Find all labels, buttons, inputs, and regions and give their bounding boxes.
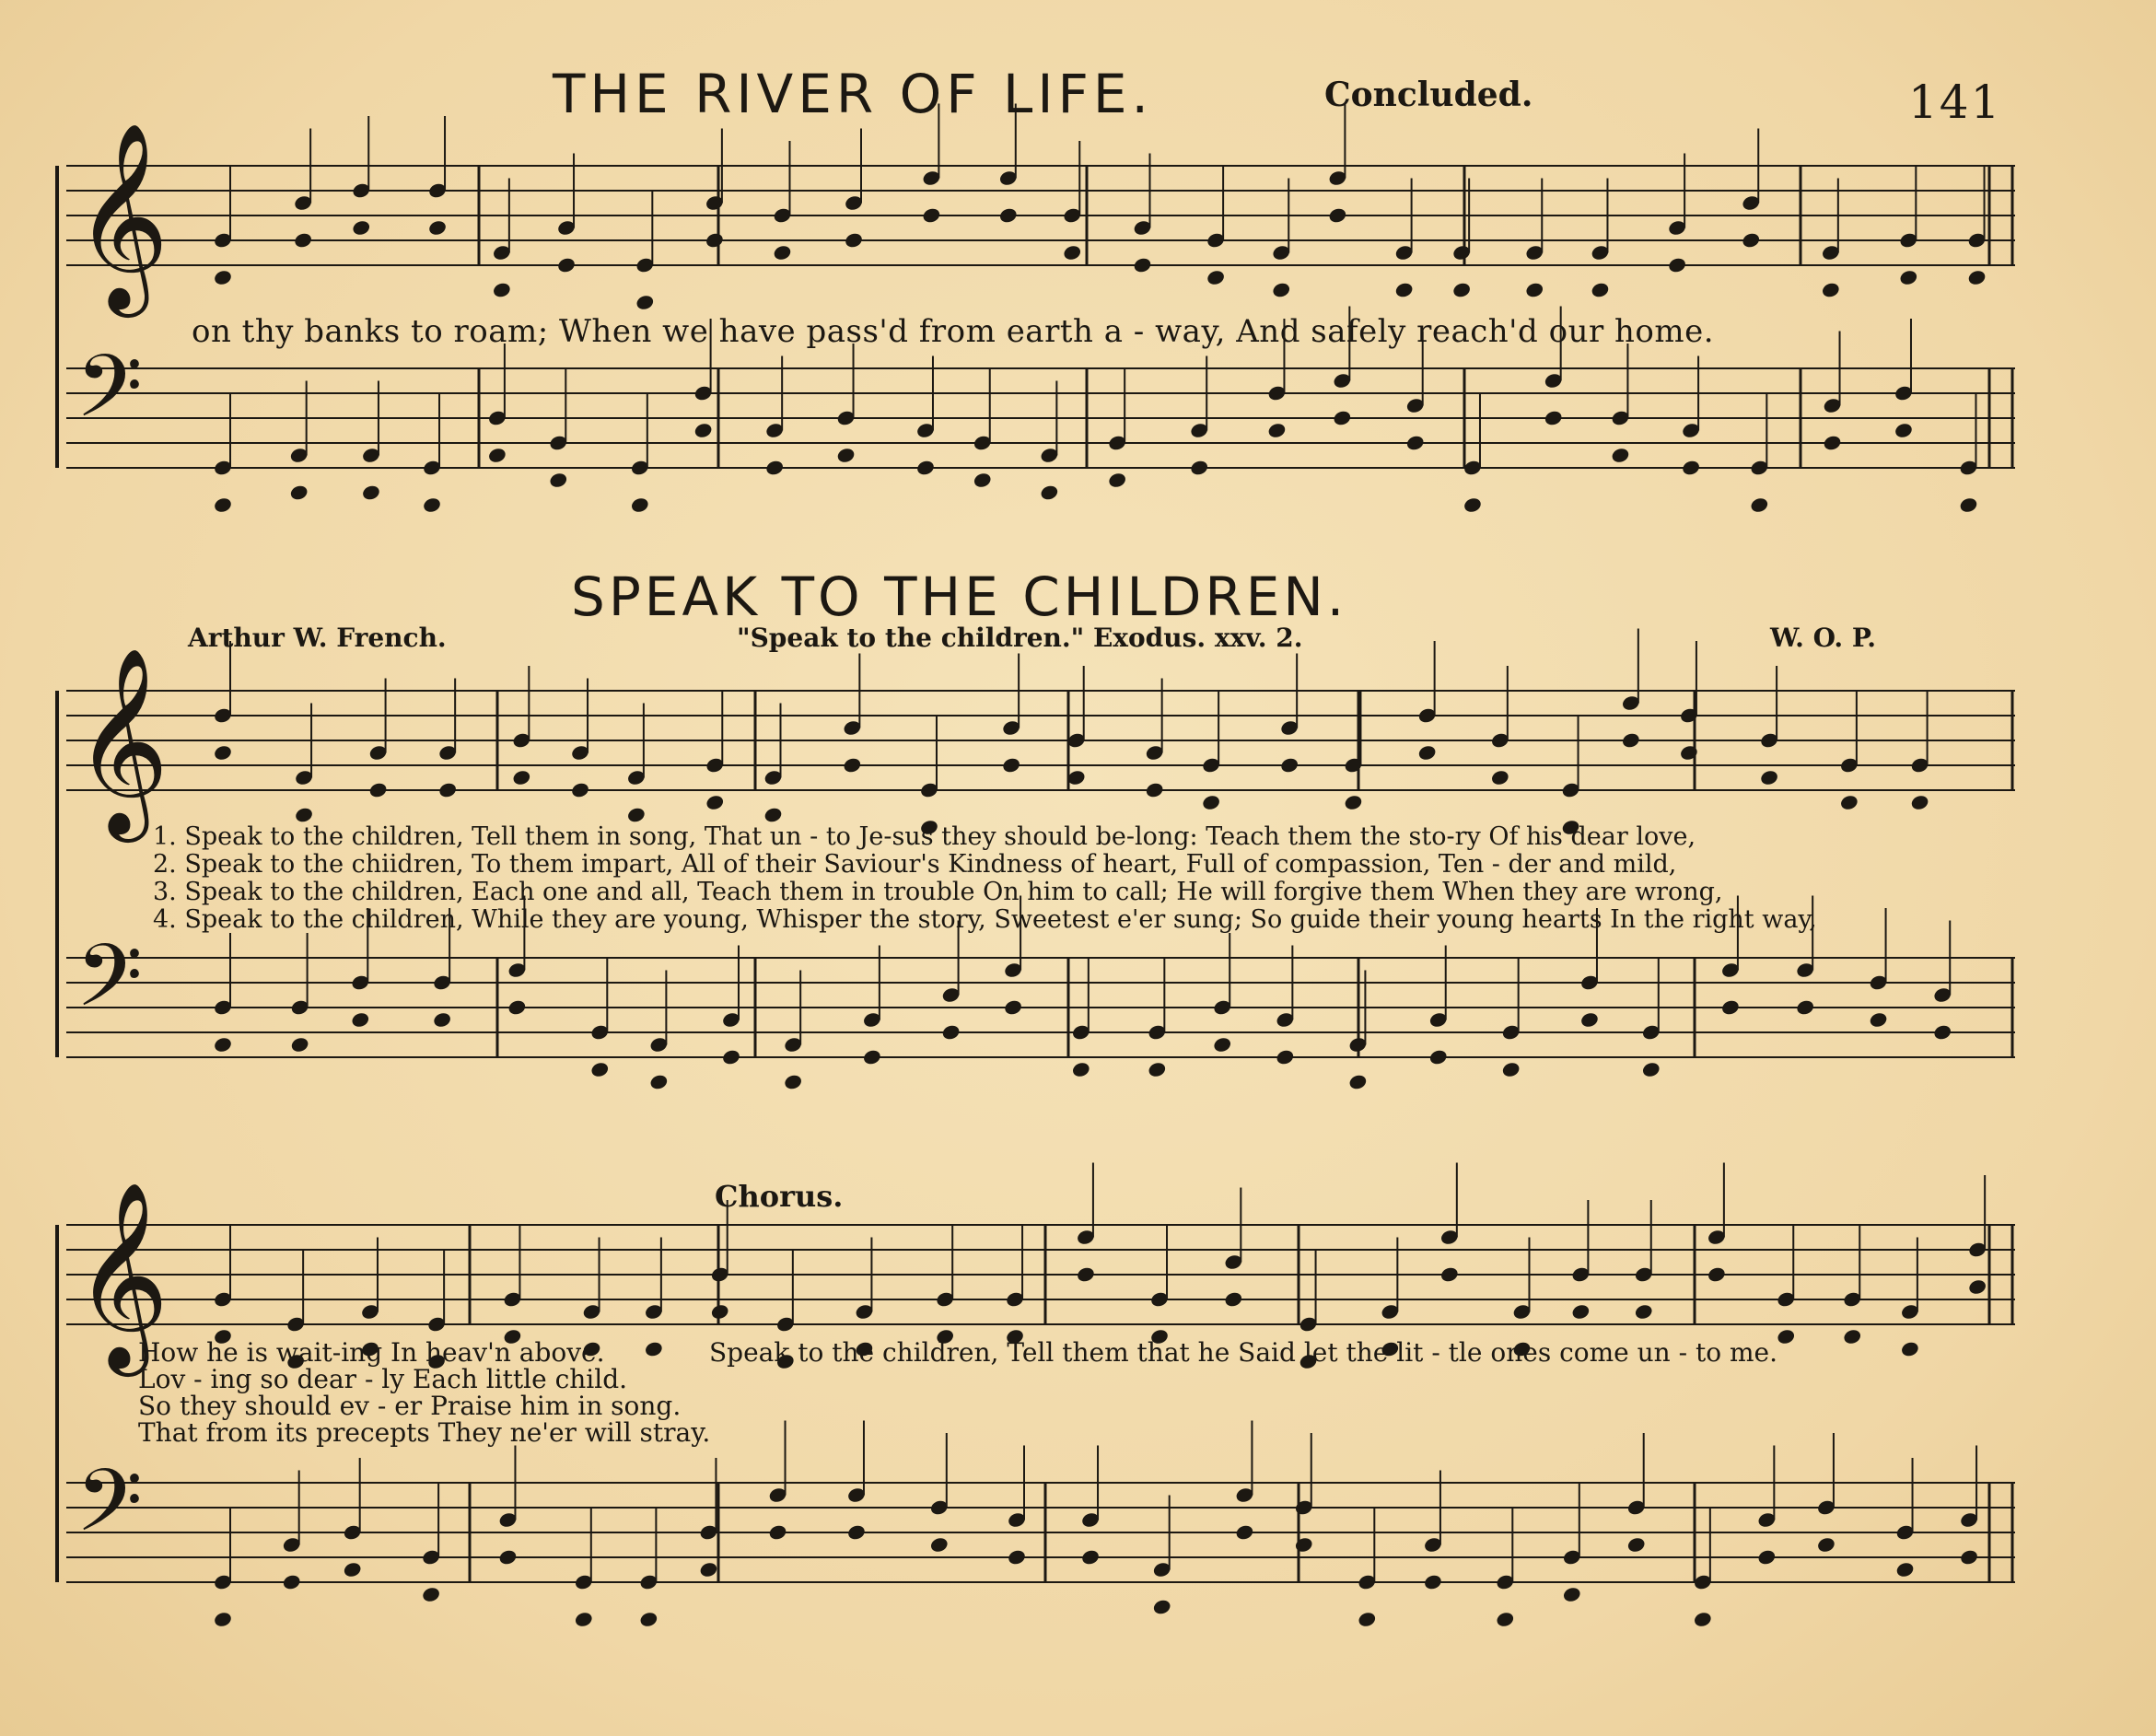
- river-system-bass-notehead: [836, 447, 857, 464]
- running-subtitle: Concluded.: [1324, 76, 1533, 114]
- river-system-treble-notehead: [293, 231, 313, 249]
- river-system-bass-notehead: [422, 496, 442, 514]
- river-lyric-line: on thy banks to roam; When we have pass'd from earth a - way, And safely reach'd our home.: [192, 313, 1715, 350]
- river-system-treble-notehead: [1328, 206, 1348, 224]
- verse-system-bass-notehead: [1147, 1061, 1167, 1078]
- river-system-treble-notehead: [1524, 281, 1544, 298]
- chorus-system-bass-notehead: [421, 1586, 441, 1603]
- river-system-bass-notehead: [764, 459, 785, 476]
- scripture-reference: "Speak to the children." Exodus. xxv. 2.: [737, 623, 1303, 653]
- chorus-system-treble-notehead: [1571, 1303, 1591, 1321]
- chorus-label: Chorus.: [715, 1179, 844, 1214]
- verse-system-treble-notehead: [1279, 756, 1299, 774]
- river-system-treble-notehead: [1741, 231, 1761, 249]
- verse-system-bass-notehead: [1212, 1036, 1232, 1054]
- river-system-bass-notehead: [548, 472, 568, 489]
- chorus-system-bass-notehead: [1626, 1536, 1647, 1554]
- verse-system-bass-notehead: [507, 998, 528, 1016]
- verse-system-treble-notehead: [626, 806, 647, 823]
- river-system-treble-notehead: [1821, 281, 1841, 298]
- river-system-bass-notehead: [361, 484, 381, 501]
- river-system-treble-notehead: [351, 219, 371, 237]
- verse-system-bass-notehead: [1003, 998, 1023, 1016]
- verse-system-treble-notehead: [1145, 781, 1165, 798]
- chorus-system-bass-notehead: [574, 1611, 594, 1628]
- verse-system-treble-notehead: [1839, 794, 1859, 811]
- river-system-treble-notehead: [1667, 256, 1687, 274]
- verse-system-bass-notehead: [721, 1048, 741, 1066]
- verse-system-treble-notehead: [1001, 756, 1021, 774]
- river-system-bass-notehead: [1267, 422, 1288, 439]
- verse-system-bass-notehead: [432, 1011, 452, 1029]
- verse-system-treble-notehead: [842, 756, 862, 774]
- chorus-system-bass-notehead: [1895, 1561, 1916, 1579]
- river-system-bass-notehead: [1681, 459, 1701, 476]
- river-system-bass-notehead: [1749, 496, 1769, 514]
- chorus-system-bass-notehead: [213, 1611, 233, 1628]
- river-system-bass-notehead: [487, 447, 507, 464]
- river-system-treble-notehead: [1271, 281, 1291, 298]
- river-system-treble-notehead: [1451, 281, 1472, 298]
- song-title: SPEAK TO THE CHILDREN.: [571, 565, 1348, 628]
- author-credit: W. O. P.: [1770, 623, 1876, 653]
- verse-system-bass-notehead: [1579, 1011, 1600, 1029]
- chorus-system-treble-notehead: [1842, 1328, 1862, 1346]
- chorus-system-bass-notehead: [1423, 1573, 1443, 1590]
- river-system-bass-notehead: [1463, 496, 1483, 514]
- verse-system-treble-notehead: [437, 781, 458, 798]
- river-system-bass-notehead: [1040, 484, 1060, 501]
- river-system-treble-notehead: [213, 269, 233, 286]
- chorus-system-bass-notehead: [1495, 1611, 1515, 1628]
- chorus-system-treble-clef: 𝄞: [74, 1181, 169, 1369]
- river-system-treble-notehead: [427, 219, 448, 237]
- verse-system-bass-notehead: [1348, 1073, 1369, 1090]
- chorus-system-bass-notehead: [929, 1536, 950, 1554]
- river-system-bass-notehead: [693, 422, 714, 439]
- river-system-treble-notehead: [556, 256, 577, 274]
- river-system-bass-notehead: [1189, 459, 1209, 476]
- chorus-system-bass-notehead: [1756, 1548, 1777, 1566]
- river-system-treble-notehead: [492, 281, 512, 298]
- verse-system-bass-notehead: [1869, 1011, 1889, 1029]
- verse-system-bass-notehead: [1641, 1061, 1661, 1078]
- verse-system-bass-notehead: [1501, 1061, 1521, 1078]
- chorus-system-bass-notehead: [1693, 1611, 1713, 1628]
- verse-system-bass-clef: 𝄢: [76, 926, 143, 1048]
- chorus-system-bass-notehead: [1007, 1548, 1027, 1566]
- river-system-bass-notehead: [973, 472, 993, 489]
- river-system-treble-notehead: [1967, 269, 1987, 286]
- river-system-treble-notehead: [1591, 281, 1611, 298]
- river-system-bass-notehead: [1544, 409, 1564, 426]
- river-system-treble-notehead: [705, 231, 725, 249]
- page-number: 141: [1908, 76, 2002, 129]
- chorus-system-treble-notehead: [710, 1303, 730, 1321]
- chorus-system-treble-notehead: [1439, 1265, 1460, 1283]
- verse-system-treble-notehead: [1621, 731, 1641, 749]
- river-system-bass-notehead: [289, 484, 309, 501]
- verse-system-treble-clef: 𝄞: [74, 647, 169, 834]
- river-system-bass-notehead: [915, 459, 936, 476]
- verse-system-treble-notehead: [763, 806, 784, 823]
- chorus-system-bass-notehead: [1357, 1611, 1377, 1628]
- verse-system-treble-notehead: [1759, 769, 1779, 786]
- chorus-system-bass-notehead: [1080, 1548, 1101, 1566]
- river-system-treble-notehead: [1394, 281, 1415, 298]
- verse-ending-3: So they should ev - er Praise him in song.: [138, 1391, 682, 1421]
- verse-system-bass-notehead: [589, 1061, 610, 1078]
- river-system-treble-notehead: [1133, 256, 1153, 274]
- verse-system-treble-notehead: [705, 794, 725, 811]
- verse-system-treble-notehead: [1417, 744, 1438, 762]
- verse-ending-2: Lov - ing so dear - ly Each little child.: [138, 1364, 628, 1394]
- chorus-system-bass-notehead: [639, 1611, 659, 1628]
- river-system-treble-notehead: [1206, 269, 1226, 286]
- river-system-treble-notehead: [635, 294, 655, 311]
- river-system-bass-notehead: [630, 496, 650, 514]
- chorus-system-bass-notehead: [498, 1548, 519, 1566]
- chorus-system-treble-notehead: [1634, 1303, 1654, 1321]
- verse-system-treble-notehead: [294, 806, 314, 823]
- river-system-bass-notehead: [1611, 447, 1631, 464]
- chorus-system-bass-notehead: [1152, 1598, 1172, 1615]
- river-system-treble-notehead: [1898, 269, 1918, 286]
- chorus-system-bass-notehead: [1959, 1548, 1979, 1566]
- river-system-bass-notehead: [1959, 496, 1979, 514]
- verse-ending-1: How he is wait-ing In heav'n above.: [138, 1337, 605, 1368]
- verse-2: 2. Speak to the chiidren, To them impart, All of their Saviour's Kindness of heart, Full of compassion, Ten - der and mild,: [153, 850, 1677, 879]
- chorus-system-bass-notehead: [1816, 1536, 1836, 1554]
- chorus-system-bass-notehead: [282, 1573, 302, 1590]
- river-system-treble-notehead: [998, 206, 1019, 224]
- verse-system-treble-notehead: [570, 781, 590, 798]
- verse-system-bass-notehead: [290, 1036, 310, 1054]
- verse-system-bass-notehead: [213, 1036, 233, 1054]
- chorus-system-treble-notehead: [1967, 1278, 1987, 1296]
- verse-system-bass-notehead: [350, 1011, 370, 1029]
- verse-system-bass-notehead: [1071, 1061, 1091, 1078]
- chorus-system-treble-notehead: [1076, 1265, 1096, 1283]
- river-system-treble-notehead: [922, 206, 942, 224]
- chorus-system-bass-notehead: [768, 1523, 788, 1541]
- verse-system-treble-notehead: [1201, 794, 1221, 811]
- verse-system-bass-notehead: [862, 1048, 882, 1066]
- river-system-bass-clef: 𝄢: [76, 336, 143, 459]
- verse-system-bass-notehead: [1932, 1023, 1952, 1041]
- verse-system-bass-notehead: [1720, 998, 1741, 1016]
- verse-system-bass-notehead: [1795, 998, 1815, 1016]
- verse-3: 3. Speak to the children, Each one and all, Teach them in trouble On him to call; He will forgive them When they are wrong,: [153, 878, 1723, 906]
- chorus-system-bass-notehead: [1294, 1536, 1314, 1554]
- chorus-system-treble-notehead: [1223, 1290, 1243, 1308]
- chorus-system-treble-notehead: [644, 1340, 664, 1357]
- chorus-system-treble-notehead: [1900, 1340, 1920, 1357]
- river-system-bass-notehead: [1405, 434, 1426, 451]
- chorus-system-bass-notehead: [846, 1523, 867, 1541]
- verse-system-treble-notehead: [511, 769, 531, 786]
- verse-4: 4. Speak to the children, While they are young, Whisper the story, Sweetest e'er sung; So guide their young hearts In the right way,: [153, 905, 1817, 934]
- chorus-text: Speak to the children, Tell them that he Said let the lit - tle ones come un - to me.: [709, 1337, 1778, 1368]
- chorus-system-bass-notehead: [699, 1561, 719, 1579]
- chorus-system-bass-clef: 𝄢: [76, 1451, 143, 1573]
- river-system-treble-notehead: [773, 244, 793, 262]
- verse-system-bass-notehead: [1428, 1048, 1449, 1066]
- river-system-treble-notehead: [844, 231, 864, 249]
- verse-system-bass-notehead: [941, 1023, 961, 1041]
- river-system-treble-notehead: [1062, 244, 1082, 262]
- river-system-bass-notehead: [1823, 434, 1843, 451]
- verse-system-treble-notehead: [1679, 744, 1699, 762]
- chorus-system-bass-notehead: [1235, 1523, 1255, 1541]
- river-system-treble-clef: 𝄞: [74, 122, 169, 309]
- verse-system-bass-notehead: [649, 1073, 670, 1090]
- verse-1: 1. Speak to the children, Tell them in song, That un - to Je-sus they should be-long: Teach them the sto-ry Of his dear love,: [153, 822, 1696, 851]
- verse-system-treble-notehead: [1344, 794, 1364, 811]
- chorus-system-bass-notehead: [1562, 1586, 1582, 1603]
- river-system-bass-notehead: [1332, 409, 1352, 426]
- verse-system-treble-notehead: [1490, 769, 1510, 786]
- chorus-system-bass-notehead: [343, 1561, 363, 1579]
- river-system-bass-notehead: [1107, 472, 1127, 489]
- verse-system-treble-notehead: [368, 781, 389, 798]
- verse-system-bass-notehead: [1276, 1048, 1296, 1066]
- verse-system-bass-notehead: [783, 1073, 803, 1090]
- running-title: THE RIVER OF LIFE.: [553, 63, 1153, 125]
- verse-ending-4: That from its precepts They ne'er will stray.: [138, 1417, 711, 1448]
- chorus-system-treble-notehead: [1776, 1328, 1796, 1346]
- chorus-system-treble-notehead: [1707, 1265, 1727, 1283]
- verse-system-treble-notehead: [213, 744, 233, 762]
- composer-credit: Arthur W. French.: [188, 623, 447, 653]
- river-system-bass-notehead: [213, 496, 233, 514]
- verse-system-treble-notehead: [1910, 794, 1930, 811]
- river-system-bass-notehead: [1894, 422, 1914, 439]
